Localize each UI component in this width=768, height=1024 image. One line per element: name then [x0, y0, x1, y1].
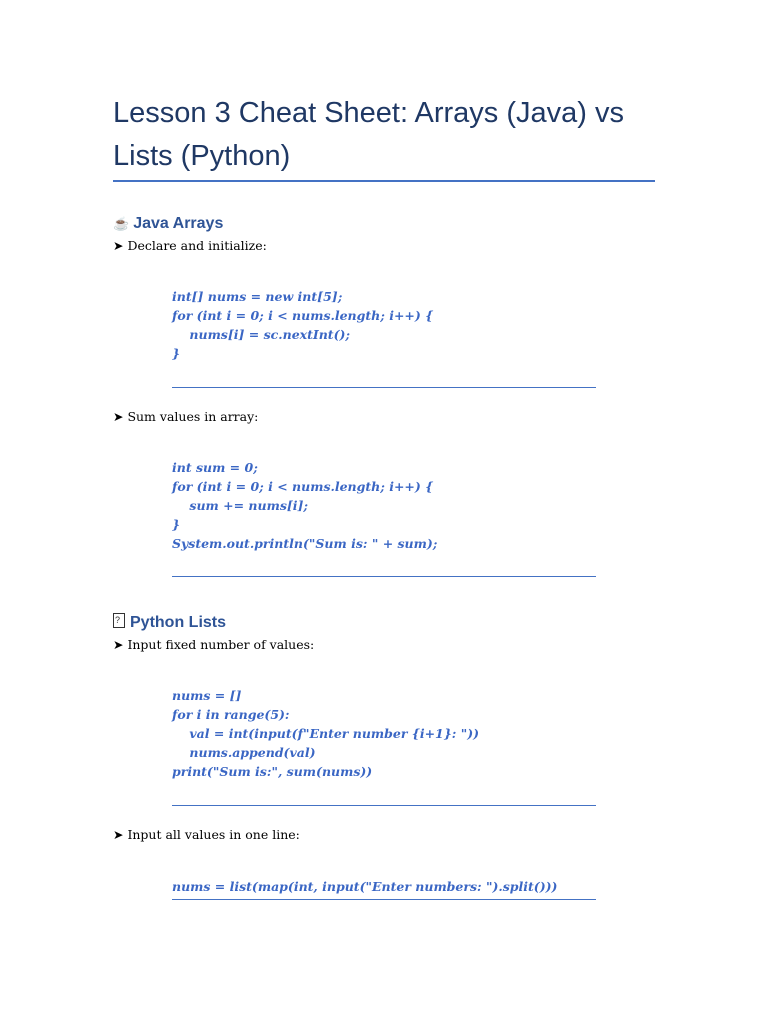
bullet-label: ➤ Declare and initialize: [113, 238, 267, 253]
code-divider [172, 805, 596, 806]
code-divider [172, 387, 596, 388]
section-heading-python [113, 613, 226, 633]
bullet-label: ➤ Sum values in array: [113, 409, 259, 424]
bullet-label: ➤ Input all values in one line: [113, 827, 300, 842]
page-title: Lesson 3 Cheat Sheet: Arrays (Java) vs Lists (Python) [113, 97, 624, 172]
section-heading-java [113, 214, 223, 234]
section-title: Java Arrays [133, 215, 224, 232]
missing-glyph-icon: ? [113, 613, 125, 628]
title-underline [113, 180, 655, 182]
code-block: nums = [] for i in range(5): val = int(input(f"Enter number {i+1}: ")) nums.append(val) print("Sum is:", sum(nums)) [172, 688, 480, 779]
code-divider [172, 899, 596, 900]
code-block: int sum = 0; for (int i = 0; i < nums.length; i++) { sum += nums[i]; } System.out.println("Sum is: " + sum); [172, 460, 438, 551]
coffee-cup-icon: ☕ [113, 216, 130, 231]
code-block: int[] nums = new int[5]; for (int i = 0; i < nums.length; i++) { nums[i] = sc.nextInt(); } [172, 289, 434, 361]
section-title: Python Lists [130, 614, 227, 631]
code-block: nums = list(map(int, input("Enter numbers: ").split())) [172, 879, 558, 894]
bullet-label: ➤ Input fixed number of values: [113, 637, 315, 652]
code-divider [172, 576, 596, 577]
